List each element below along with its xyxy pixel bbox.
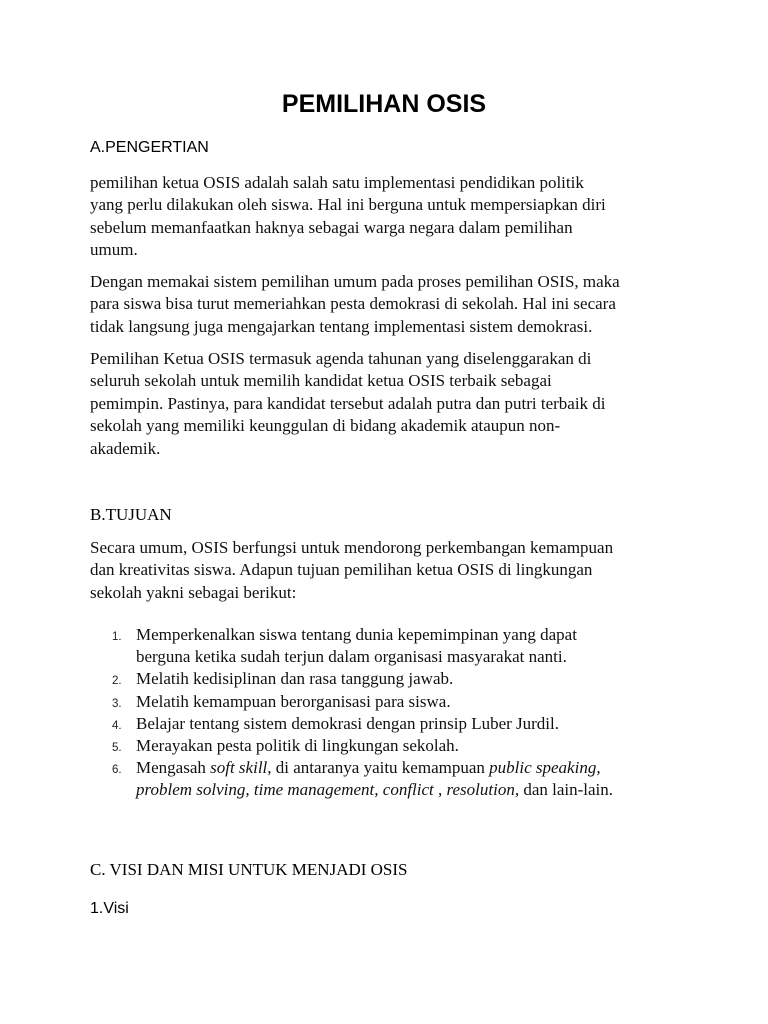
list-number: 3.: [112, 697, 122, 710]
section-b-heading: B.TUJUAN: [90, 505, 172, 524]
paragraph: Dengan memakai sistem pemilihan umum pada proses pemilihan OSIS, maka para siswa bisa turut memeriahkan pesta demokrasi di sekolah. Hal ini secara tidak langsung juga mengajarkan tentang implementasi sistem demokrasi.: [90, 272, 620, 336]
list-number: 4.: [112, 719, 122, 732]
list-number: 5.: [112, 742, 122, 755]
list-item: 2. Melatih kedisiplinan dan rasa tanggung jawab.: [90, 668, 690, 690]
list-number: 1.: [112, 631, 122, 643]
section-c-heading: C. VISI DAN MISI UNTUK MENJADI OSIS: [90, 860, 408, 879]
paragraph: Secara umum, OSIS berfungsi untuk mendorong perkembangan kemampuan dan kreativitas siswa. Adapun tujuan pemilihan ketua OSIS di lingkungan sekolah yakni sebagai berikut:: [90, 538, 614, 602]
list-item: 3. Melatih kemampuan berorganisasi para siswa.: [90, 691, 690, 713]
list-item: 1. Memperkenalkan siswa tentang dunia kepemimpinan yang dapat berguna ketika sudah terjun dalam organisasi masyarakat nanti.: [112, 625, 577, 667]
paragraph: pemilihan ketua OSIS adalah salah satu implementasi pendidikan politik yang perlu dilakukan oleh siswa. Hal ini berguna untuk mempersiapkan diri sebelum memanfaatkan haknya sebagai warga negara dalam pemilihan umum.: [90, 173, 606, 260]
section-a-heading: A.PENGERTIAN: [90, 139, 209, 156]
list-item: 6. Mengasah soft skill, di antaranya yaitu kemampuan public speaking, problem solving, time management, conflict , resolution, dan lain-lain.: [112, 758, 614, 800]
goals-list: [90, 624, 690, 802]
document-title: PEMILIHAN OSIS: [281, 90, 487, 118]
list-number: 2.: [112, 675, 122, 688]
list-item: 5. Merayakan pesta politik di lingkungan sekolah.: [90, 735, 690, 757]
subsection-heading: 1.Visi: [90, 900, 129, 917]
list-number: 6.: [112, 764, 122, 777]
paragraph: Pemilihan Ketua OSIS termasuk agenda tahunan yang diselenggarakan di seluruh sekolah untuk memilih kandidat ketua OSIS terbaik sebagai pemimpin. Pastinya, para kandidat tersebut adalah putra dan putri terbaik di sekolah yang memiliki keunggulan di bidang akademik ataupun non- akademik.: [90, 349, 606, 458]
list-item: 4. Belajar tentang sistem demokrasi dengan prinsip Luber Jurdil.: [90, 713, 690, 735]
